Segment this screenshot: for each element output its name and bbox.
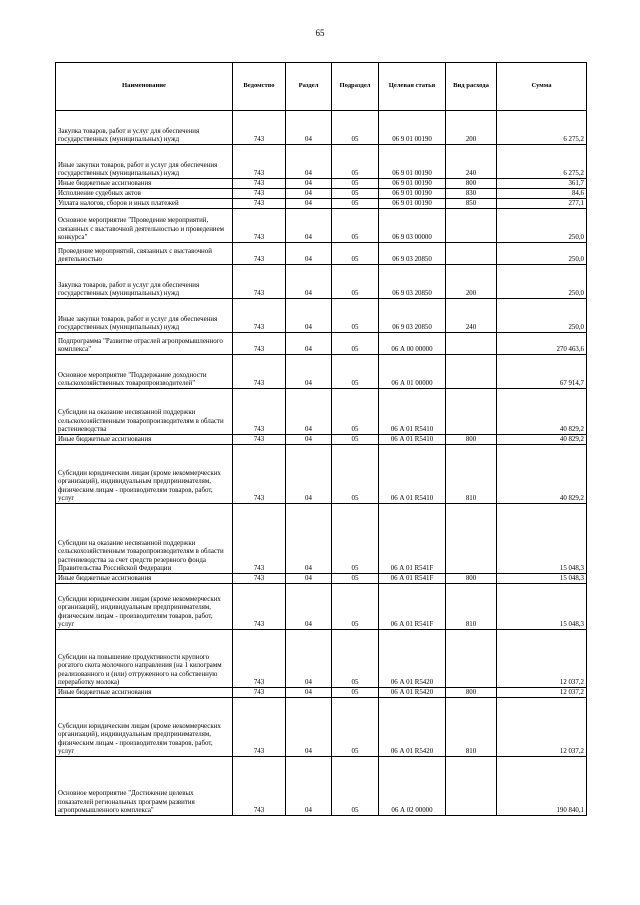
cell-amount: 190 840,1 [497, 757, 587, 816]
page-number: 65 [315, 28, 325, 38]
cell-dept: 743 [233, 584, 286, 630]
cell-name: Иные бюджетные ассигнования [56, 688, 233, 698]
cell-dept: 743 [233, 355, 286, 389]
table-row [56, 688, 587, 698]
cell-expense-type: 800 [446, 688, 497, 698]
cell-name: Исполнение судебных актов [56, 189, 233, 199]
table-row [56, 389, 587, 435]
cell-amount: 12 037,2 [497, 698, 587, 757]
header-name: Наименование [56, 63, 233, 111]
cell-name: Субсидии юридическим лицам (кроме некоммерческих организаций), индивидуальным предпринимателям, физическим лицам - производителям товаров, работ, услуг [56, 445, 233, 504]
cell-dept: 743 [233, 209, 286, 243]
cell-name: Субсидии юридическим лицам (кроме некоммерческих организаций), индивидуальным предпринимателям, физическим лицам - производителям товаров, работ, услуг [56, 698, 233, 757]
cell-section: 04 [286, 435, 332, 445]
cell-subsection: 05 [332, 504, 379, 574]
cell-dept: 743 [233, 389, 286, 435]
table-row [56, 265, 587, 299]
cell-article: 06 9 03 00000 [379, 209, 446, 243]
cell-expense-type [446, 209, 497, 243]
cell-section: 04 [286, 111, 332, 145]
cell-section: 04 [286, 209, 332, 243]
cell-expense-type: 240 [446, 145, 497, 179]
cell-expense-type [446, 757, 497, 816]
cell-expense-type: 810 [446, 584, 497, 630]
cell-article: 06 А 00 00000 [379, 333, 446, 355]
cell-section: 04 [286, 265, 332, 299]
cell-article: 06 9 01 00190 [379, 199, 446, 209]
cell-expense-type [446, 333, 497, 355]
cell-subsection: 05 [332, 209, 379, 243]
cell-section: 04 [286, 698, 332, 757]
cell-amount: 40 829,2 [497, 435, 587, 445]
table-row [56, 209, 587, 243]
cell-amount: 6 275,2 [497, 145, 587, 179]
cell-subsection: 05 [332, 243, 379, 265]
cell-dept: 743 [233, 243, 286, 265]
cell-dept: 743 [233, 189, 286, 199]
table-row [56, 584, 587, 630]
cell-name: Иные бюджетные ассигнования [56, 179, 233, 189]
cell-amount: 12 037,2 [497, 688, 587, 698]
header-expense-type: Вид расхода [446, 63, 497, 111]
cell-subsection: 05 [332, 355, 379, 389]
cell-amount: 250,0 [497, 209, 587, 243]
cell-dept: 743 [233, 299, 286, 333]
table-row [56, 757, 587, 816]
cell-amount: 250,0 [497, 299, 587, 333]
header-amount: Сумма [497, 63, 587, 111]
cell-article: 06 А 01 00000 [379, 355, 446, 389]
cell-expense-type: 200 [446, 265, 497, 299]
header-subsection: Подраздел [332, 63, 379, 111]
header-article: Целевая статья [379, 63, 446, 111]
cell-subsection: 05 [332, 435, 379, 445]
cell-subsection: 05 [332, 389, 379, 435]
cell-expense-type [446, 630, 497, 688]
cell-dept: 743 [233, 435, 286, 445]
table-row [56, 145, 587, 179]
cell-dept: 743 [233, 757, 286, 816]
cell-name: Иные закупки товаров, работ и услуг для обеспечения государственных (муниципальных) нужд [56, 299, 233, 333]
cell-subsection: 05 [332, 630, 379, 688]
cell-name: Подпрограмма "Развитие отраслей агропромышленного комплекса" [56, 333, 233, 355]
cell-subsection: 05 [332, 584, 379, 630]
cell-amount: 250,0 [497, 265, 587, 299]
cell-section: 04 [286, 199, 332, 209]
cell-amount: 15 048,3 [497, 584, 587, 630]
cell-expense-type: 240 [446, 299, 497, 333]
cell-article: 06 А 01 R5420 [379, 688, 446, 698]
cell-subsection: 05 [332, 757, 379, 816]
cell-amount: 40 829,2 [497, 389, 587, 435]
cell-name: Субсидии на оказание несвязанной поддержки сельскохозяйственным товаропроизводителям в области растениеводства за счет средств резервного фонда Правительства Российской Федерации [56, 504, 233, 574]
cell-amount: 250,0 [497, 243, 587, 265]
cell-subsection: 05 [332, 445, 379, 504]
cell-name: Иные закупки товаров, работ и услуг для обеспечения государственных (муниципальных) нужд [56, 145, 233, 179]
cell-name: Закупка товаров, работ и услуг для обеспечения государственных (муниципальных) нужд [56, 111, 233, 145]
cell-section: 04 [286, 584, 332, 630]
cell-section: 04 [286, 179, 332, 189]
cell-subsection: 05 [332, 199, 379, 209]
cell-dept: 743 [233, 199, 286, 209]
cell-name: Субсидии на оказание несвязанной поддержки сельскохозяйственным товаропроизводителям в области растениеводства [56, 389, 233, 435]
cell-article: 06 А 01 R5410 [379, 389, 446, 435]
cell-section: 04 [286, 574, 332, 584]
cell-section: 04 [286, 189, 332, 199]
cell-amount: 84,6 [497, 189, 587, 199]
table-header-row [56, 63, 587, 111]
cell-article: 06 А 01 R541F [379, 504, 446, 574]
cell-subsection: 05 [332, 189, 379, 199]
cell-section: 04 [286, 389, 332, 435]
cell-article: 06 А 01 R5410 [379, 435, 446, 445]
cell-section: 04 [286, 504, 332, 574]
table-row [56, 574, 587, 584]
cell-article: 06 А 02 00000 [379, 757, 446, 816]
cell-dept: 743 [233, 574, 286, 584]
cell-subsection: 05 [332, 333, 379, 355]
cell-amount: 277,1 [497, 199, 587, 209]
cell-expense-type: 810 [446, 698, 497, 757]
cell-article: 06 А 01 R541F [379, 574, 446, 584]
cell-amount: 40 829,2 [497, 445, 587, 504]
cell-section: 04 [286, 630, 332, 688]
table-row [56, 698, 587, 757]
cell-dept: 743 [233, 265, 286, 299]
cell-expense-type: 800 [446, 179, 497, 189]
cell-amount: 67 914,7 [497, 355, 587, 389]
cell-article: 06 А 01 R5410 [379, 445, 446, 504]
cell-dept: 743 [233, 504, 286, 574]
cell-expense-type: 200 [446, 111, 497, 145]
cell-dept: 743 [233, 145, 286, 179]
table-row [56, 299, 587, 333]
cell-section: 04 [286, 333, 332, 355]
table-row [56, 179, 587, 189]
cell-name: Иные бюджетные ассигнования [56, 574, 233, 584]
cell-expense-type: 850 [446, 199, 497, 209]
cell-section: 04 [286, 445, 332, 504]
cell-article: 06 А 01 R541F [379, 584, 446, 630]
cell-section: 04 [286, 757, 332, 816]
cell-subsection: 05 [332, 179, 379, 189]
cell-amount: 270 463,6 [497, 333, 587, 355]
cell-expense-type: 800 [446, 574, 497, 584]
cell-name: Основное мероприятие "Достижение целевых показателей региональных программ развития агропромышленного комплекса" [56, 757, 233, 816]
cell-section: 04 [286, 688, 332, 698]
cell-name: Иные бюджетные ассигнования [56, 435, 233, 445]
cell-name: Субсидии юридическим лицам (кроме некоммерческих организаций), индивидуальным предпринимателям, физическим лицам - производителям товаров, работ, услуг [56, 584, 233, 630]
header-section: Раздел [286, 63, 332, 111]
cell-subsection: 05 [332, 688, 379, 698]
cell-subsection: 05 [332, 145, 379, 179]
cell-dept: 743 [233, 630, 286, 688]
cell-article: 06 9 01 00190 [379, 111, 446, 145]
cell-amount: 15 048,3 [497, 574, 587, 584]
cell-amount: 12 037,2 [497, 630, 587, 688]
cell-article: 06 А 01 R5420 [379, 698, 446, 757]
cell-name: Уплата налогов, сборов и иных платежей [56, 199, 233, 209]
cell-article: 06 9 03 20850 [379, 265, 446, 299]
cell-name: Проведение мероприятий, связанных с выставочной деятельностью [56, 243, 233, 265]
table-row [56, 445, 587, 504]
cell-subsection: 05 [332, 111, 379, 145]
table-row [56, 111, 587, 145]
table-row [56, 243, 587, 265]
header-dept: Ведомство [233, 63, 286, 111]
cell-subsection: 05 [332, 265, 379, 299]
table-row [56, 435, 587, 445]
budget-table [55, 62, 587, 816]
cell-name: Закупка товаров, работ и услуг для обеспечения государственных (муниципальных) нужд [56, 265, 233, 299]
cell-name: Основное мероприятие "Поддержание доходности сельскохозяйственных товаропроизводителей" [56, 355, 233, 389]
cell-expense-type: 800 [446, 435, 497, 445]
cell-dept: 743 [233, 179, 286, 189]
cell-expense-type: 810 [446, 445, 497, 504]
table-row [56, 199, 587, 209]
cell-section: 04 [286, 299, 332, 333]
cell-section: 04 [286, 145, 332, 179]
cell-dept: 743 [233, 333, 286, 355]
cell-dept: 743 [233, 688, 286, 698]
table-row [56, 355, 587, 389]
cell-expense-type: 830 [446, 189, 497, 199]
cell-dept: 743 [233, 445, 286, 504]
table-row [56, 630, 587, 688]
cell-subsection: 05 [332, 299, 379, 333]
cell-expense-type [446, 243, 497, 265]
cell-section: 04 [286, 243, 332, 265]
cell-expense-type [446, 389, 497, 435]
cell-section: 04 [286, 355, 332, 389]
cell-dept: 743 [233, 698, 286, 757]
cell-article: 06 9 03 20850 [379, 243, 446, 265]
cell-subsection: 05 [332, 698, 379, 757]
cell-dept: 743 [233, 111, 286, 145]
cell-amount: 361,7 [497, 179, 587, 189]
cell-amount: 6 275,2 [497, 111, 587, 145]
cell-name: Субсидии на повышение продуктивности крупного рогатого скота молочного направления (на 1 килограмм реализованного и (или) отгруженного на собственную переработку молока) [56, 630, 233, 688]
cell-name: Основное мероприятие "Проведение мероприятий, связанных с выставочной деятельностью и проведением конкурса" [56, 209, 233, 243]
cell-article: 06 9 03 20850 [379, 299, 446, 333]
cell-expense-type [446, 355, 497, 389]
cell-amount: 15 048,3 [497, 504, 587, 574]
table-row [56, 504, 587, 574]
cell-article: 06 9 01 00190 [379, 145, 446, 179]
cell-article: 06 9 01 00190 [379, 189, 446, 199]
table-row [56, 189, 587, 199]
cell-article: 06 9 01 00190 [379, 179, 446, 189]
cell-article: 06 А 01 R5420 [379, 630, 446, 688]
cell-expense-type [446, 504, 497, 574]
table-row [56, 333, 587, 355]
cell-subsection: 05 [332, 574, 379, 584]
